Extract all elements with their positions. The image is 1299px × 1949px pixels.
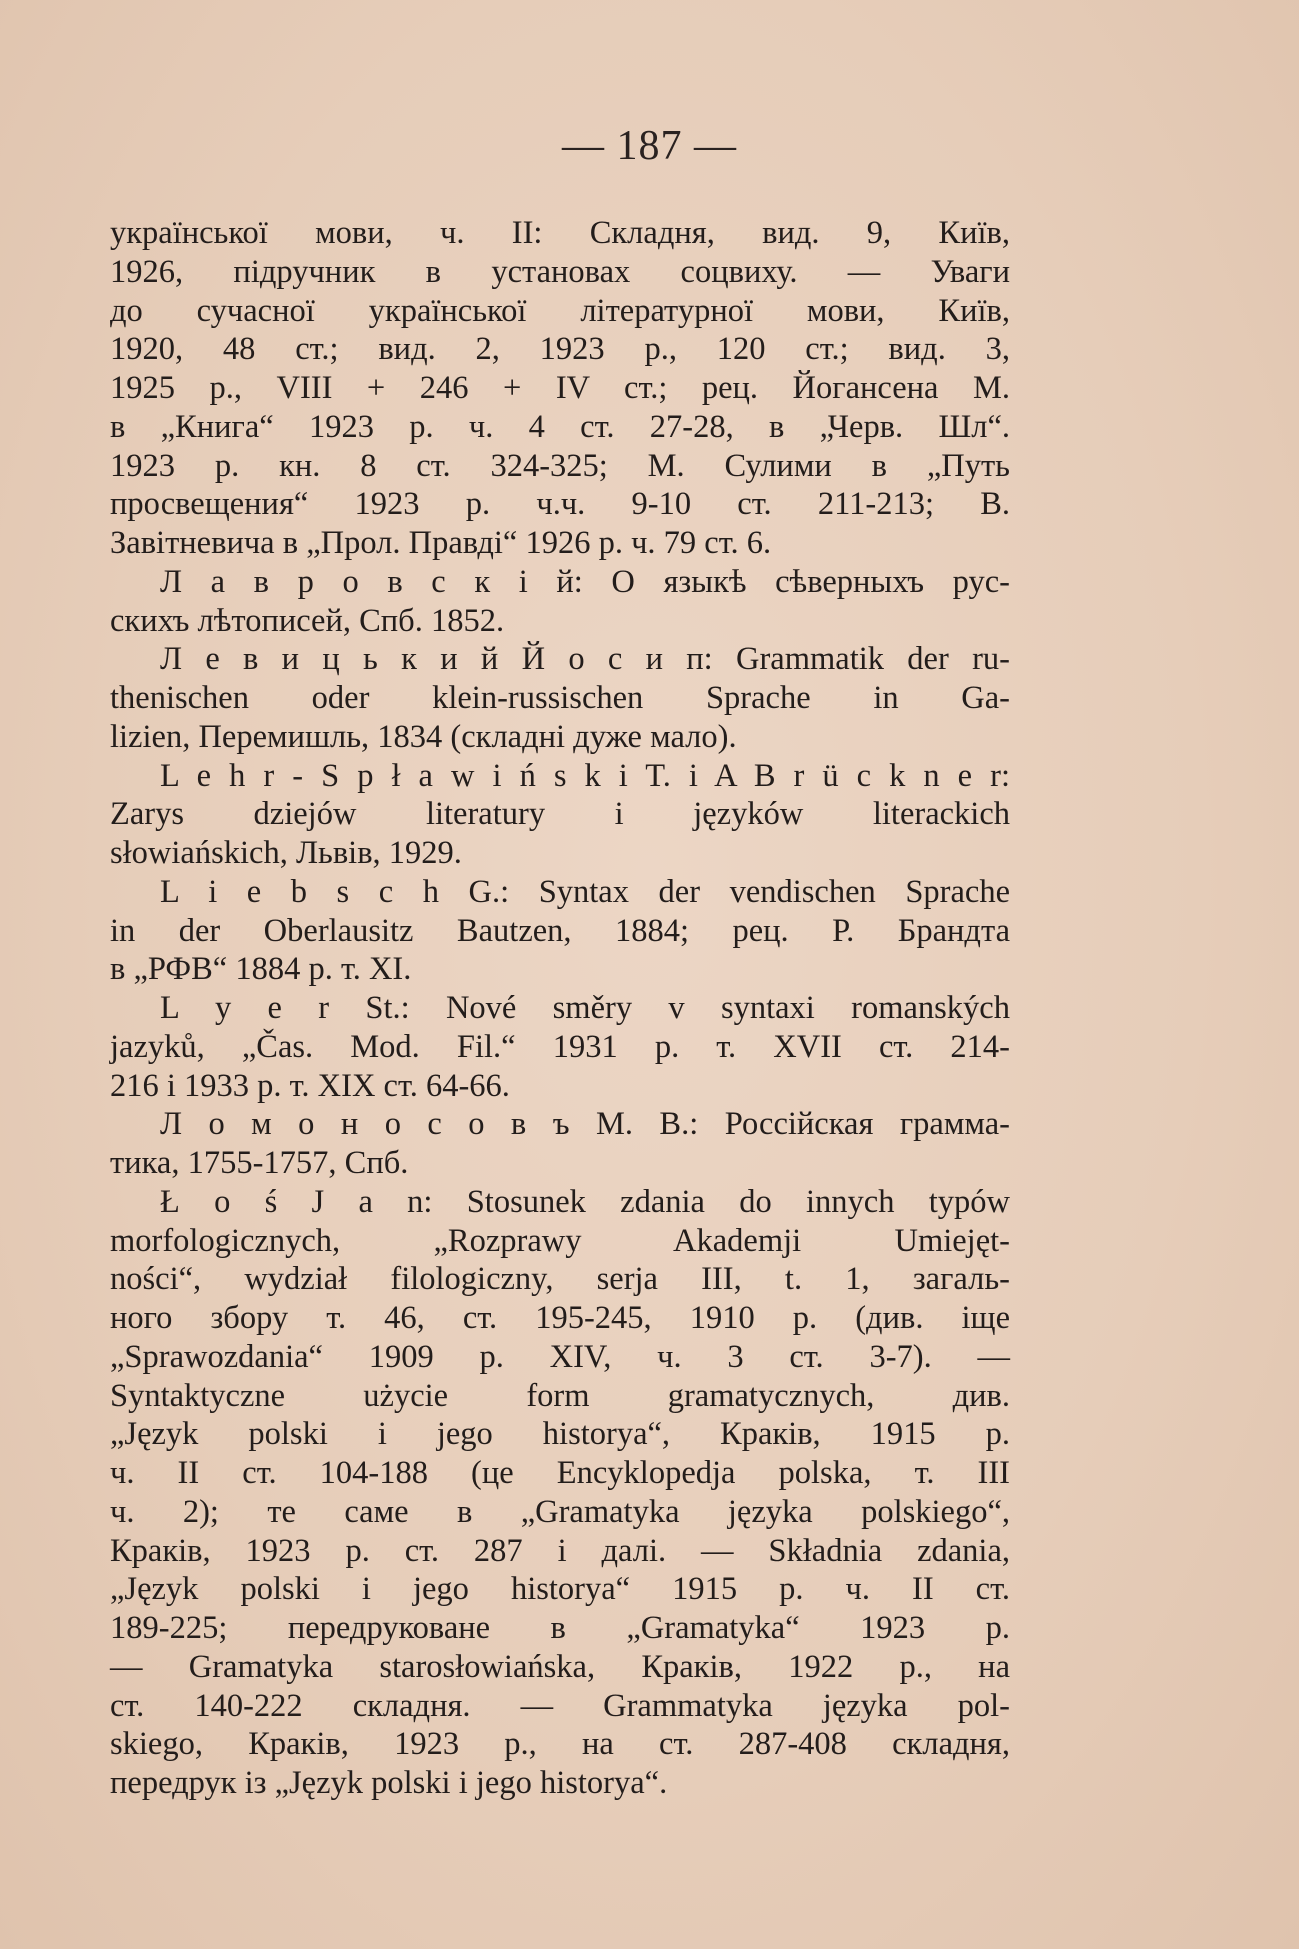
entry-start-lyer: L y e r St.: Nové směry v syntaxi romanských: [160, 990, 1010, 1026]
text-line: morfologicznych, „Rozprawy Akademji Umiejęt-: [110, 1222, 1010, 1259]
text-line: 1926, підручник в установах соцвиху. — Уваги: [110, 253, 1010, 290]
text-line: ч. 2); те саме в „Gramatyka języka polskiego“,: [110, 1493, 1010, 1530]
entry-start-los: Ł o ś J a n: Stosunek zdania do innych typów: [160, 1183, 1010, 1220]
text-line: Zarys dziejów literatury i języków literackich: [110, 796, 1010, 833]
text-line: ст. 140-222 складня. — Grammatyka języka pol-: [110, 1687, 1010, 1724]
text-line: skiego, Краків, 1923 р., на ст. 287-408 складня,: [110, 1726, 1010, 1763]
text-line: „Język polski i jego historya“ 1915 р. ч. II ст.: [110, 1571, 1010, 1608]
text-line: просвещения“ 1923 р. ч.ч. 9-10 ст. 211-213; В.: [110, 486, 1010, 523]
text-line: „Język polski i jego historya“, Краків, 1915 р.: [110, 1416, 1010, 1453]
entry-start-lavrovsky: Л а в р о в с к і й: О языкѣ сѣверныхъ рус-: [160, 563, 1010, 600]
text-line: Syntaktyczne użycie form gramatycznych, див.: [110, 1377, 1010, 1414]
entry-start-liebsch: L i e b s c h G.: Syntax der vendischen Sprache: [160, 873, 1010, 910]
text-line: в „РФВ“ 1884 р. т. XI.: [110, 951, 412, 988]
text-line: thenischen oder klein-russischen Sprache in Ga-: [110, 680, 1010, 716]
text-line: Завітневича в „Прол. Правді“ 1926 р. ч. 79 ст. 6.: [110, 525, 772, 561]
text-line: Краків, 1923 р. ст. 287 і далі. — Składnia zdania,: [110, 1532, 1010, 1569]
text-line: ч. II ст. 104-188 (це Encyklopedja polska, т. III: [110, 1455, 1010, 1491]
text-line: 1923 р. кн. 8 ст. 324-325; М. Сулими в „Путь: [110, 447, 1010, 484]
text-line: — Gramatyka starosłowiańska, Краків, 1922 р., на: [110, 1648, 1010, 1685]
text-line: тика, 1755-1757, Спб.: [110, 1145, 409, 1181]
bibliography-text: [110, 214, 1010, 1803]
text-line: в „Книга“ 1923 р. ч. 4 ст. 27-28, в „Черв. Шл“.: [110, 408, 1010, 445]
text-line: słowiańskich, Львів, 1929.: [110, 835, 462, 871]
text-line: ного збору т. 46, ст. 195-245, 1910 р. (див. іще: [110, 1300, 1010, 1336]
text-line: lizien, Перемишль, 1834 (складні дуже мало).: [110, 718, 737, 755]
text-line: 1925 р., VIII + 246 + IV ст.; рец. Йогансена М.: [110, 370, 1010, 406]
entry-start-lomonosov: Л о м о н о с о в ъ М. В.: Россійская грамма-: [160, 1106, 1010, 1143]
text-line: ności“, wydział filologiczny, serja III, t. 1, загаль-: [110, 1261, 1010, 1298]
text-line: jazyků, „Čas. Mod. Fil.“ 1931 р. т. XVII ст. 214-: [110, 1028, 1010, 1065]
text-line: „Sprawozdania“ 1909 р. XIV, ч. 3 ст. 3-7). —: [110, 1338, 1010, 1375]
text-line: передрук із „Język polski i jego historya“.: [110, 1765, 668, 1801]
text-line: до сучасної української літературної мови, Київ,: [110, 292, 1010, 329]
text-line: 1920, 48 ст.; вид. 2, 1923 р., 120 ст.; вид. 3,: [110, 331, 1010, 368]
text-line: 189-225; передруковане в „Gramatyka“ 1923 р.: [110, 1610, 1010, 1646]
text-line: української мови, ч. II: Складня, вид. 9, Київ,: [110, 215, 1010, 251]
entry-start-levytsky: Л е в и ц ь к и й Й о с и п: Grammatik der ru-: [160, 641, 1010, 678]
text-line: in der Oberlausitz Bautzen, 1884; рец. Р. Брандта: [110, 912, 1010, 949]
text-line: скихъ лѣтописей, Спб. 1852.: [110, 602, 505, 639]
text-line: 216 і 1933 р. т. XIX ст. 64-66.: [110, 1067, 510, 1104]
page-number: — 187 —: [562, 123, 737, 169]
entry-start-lehr-splawinski: L e h r - S p ł a w i ń s k i T. i A B r ü c k n e r:: [160, 757, 1010, 794]
